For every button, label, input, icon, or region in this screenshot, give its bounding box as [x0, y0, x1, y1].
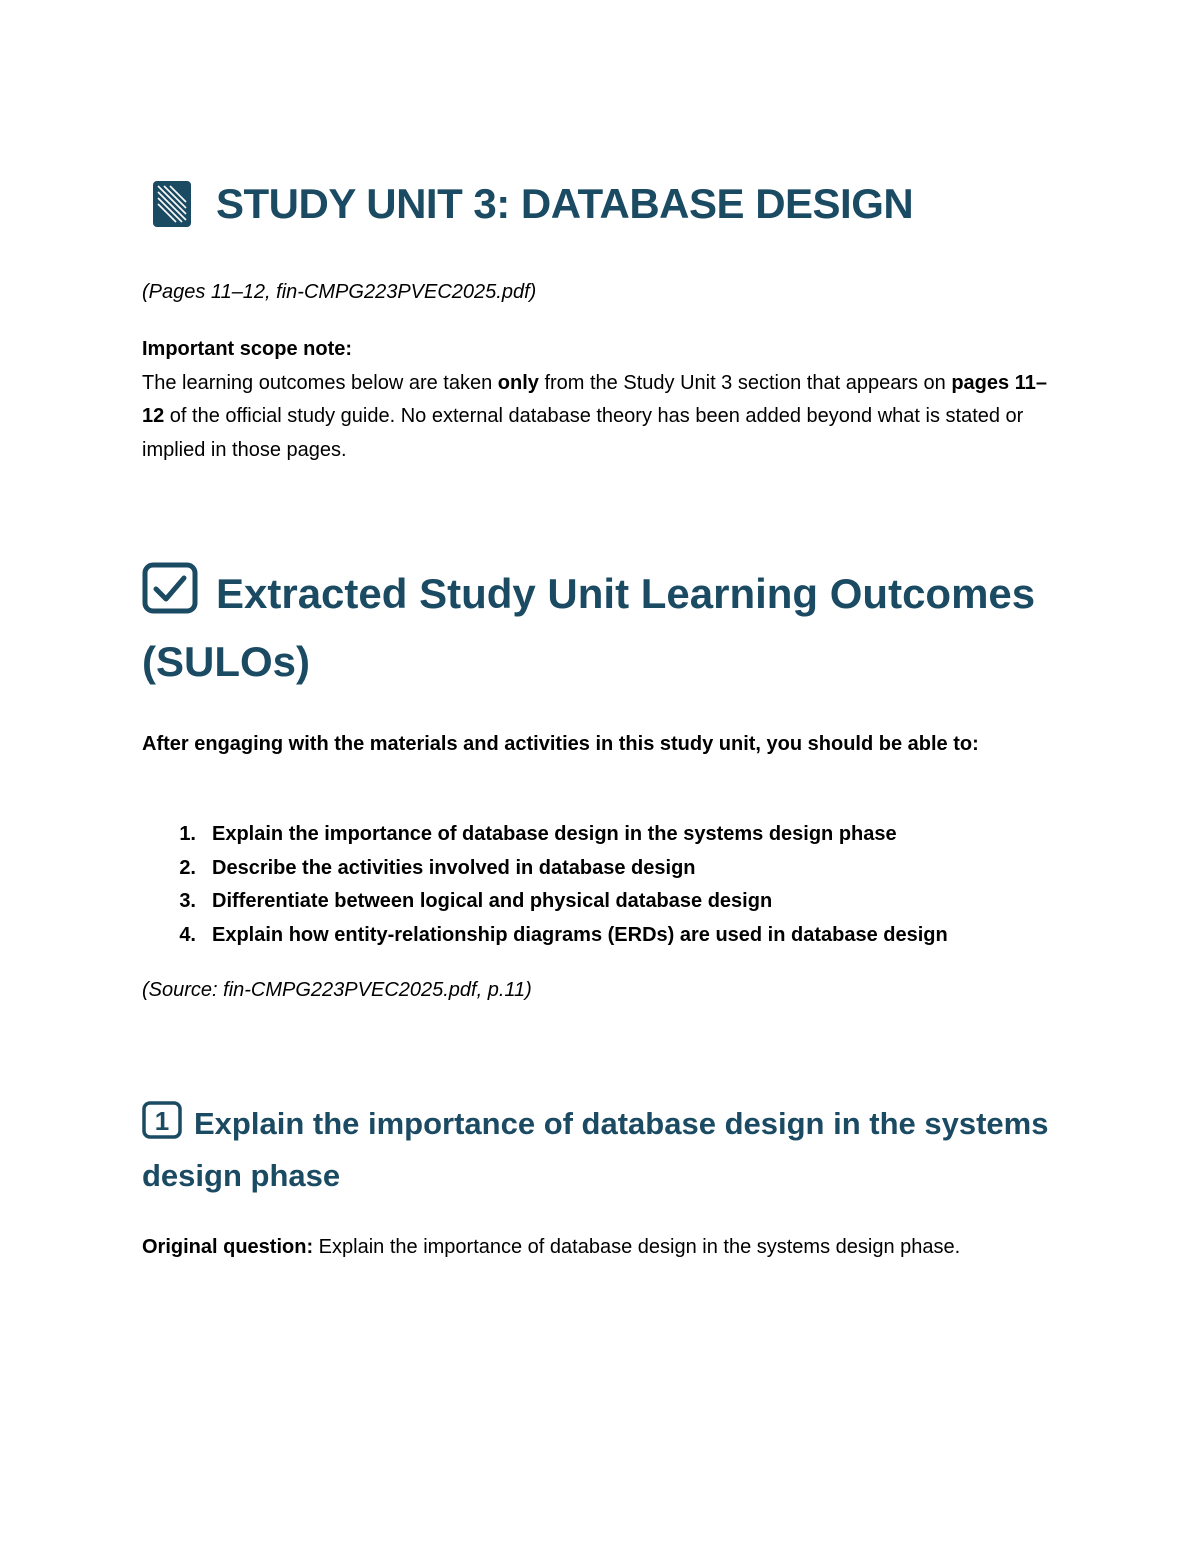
number-one-icon	[142, 1101, 182, 1139]
list-item	[142, 818, 948, 852]
list-item-number: 4.	[179, 923, 196, 946]
list-item-number: 2.	[179, 856, 196, 879]
list-item-text: Differentiate between logical and physical database design	[212, 890, 773, 912]
list-item-text: Explain the importance of database design in the systems design phase	[212, 823, 897, 845]
scope-note	[142, 333, 1062, 467]
page-title	[152, 180, 913, 228]
original-question	[142, 1231, 1062, 1265]
sulo-source: (Source: fin-CMPG223PVEC2025.pdf, p.11)	[142, 979, 532, 1001]
list-item	[142, 919, 948, 953]
pages-note: (Pages 11–12, fin-CMPG223PVEC2025.pdf)	[142, 281, 537, 303]
sulo-heading	[142, 560, 1062, 696]
question-label: Original question:	[142, 1236, 314, 1258]
notebook-icon	[152, 180, 192, 228]
list-item-text: Explain how entity-relationship diagrams (ERDs) are used in database design	[212, 923, 948, 946]
sulo-list	[142, 818, 948, 952]
question-text: Explain the importance of database design in the systems design phase.	[313, 1236, 961, 1258]
scope-bold-pages: pages 11–12	[142, 371, 1047, 427]
title-text: STUDY UNIT 3: DATABASE DESIGN	[216, 180, 914, 227]
scope-text-3: of the official study guide. No external database theory has been added beyond what is stated or implied in those pages.	[142, 405, 1024, 461]
list-item	[142, 885, 948, 919]
scope-text-1: The learning outcomes below are taken	[142, 371, 498, 394]
scope-label: Important scope note:	[142, 338, 353, 360]
scope-text-2: from the Study Unit 3 section that appears on	[538, 371, 952, 394]
sulo-heading-text: Extracted Study Unit Learning Outcomes (SULOs)	[142, 570, 1036, 685]
scope-bold-only: only	[497, 371, 539, 394]
svg-text:1: 1	[154, 1106, 170, 1136]
list-item-number: 3.	[179, 890, 196, 912]
sulo-intro: After engaging with the materials and activities in this study unit, you should be able to:	[142, 733, 979, 755]
list-item-text: Describe the activities involved in database design	[212, 856, 696, 879]
check-box-icon	[142, 562, 198, 614]
section-1-heading	[142, 1098, 1062, 1202]
list-item	[142, 852, 948, 886]
section-1-heading-text: Explain the importance of database design in the systems design phase	[142, 1106, 1049, 1193]
list-item-number: 1.	[179, 823, 196, 845]
